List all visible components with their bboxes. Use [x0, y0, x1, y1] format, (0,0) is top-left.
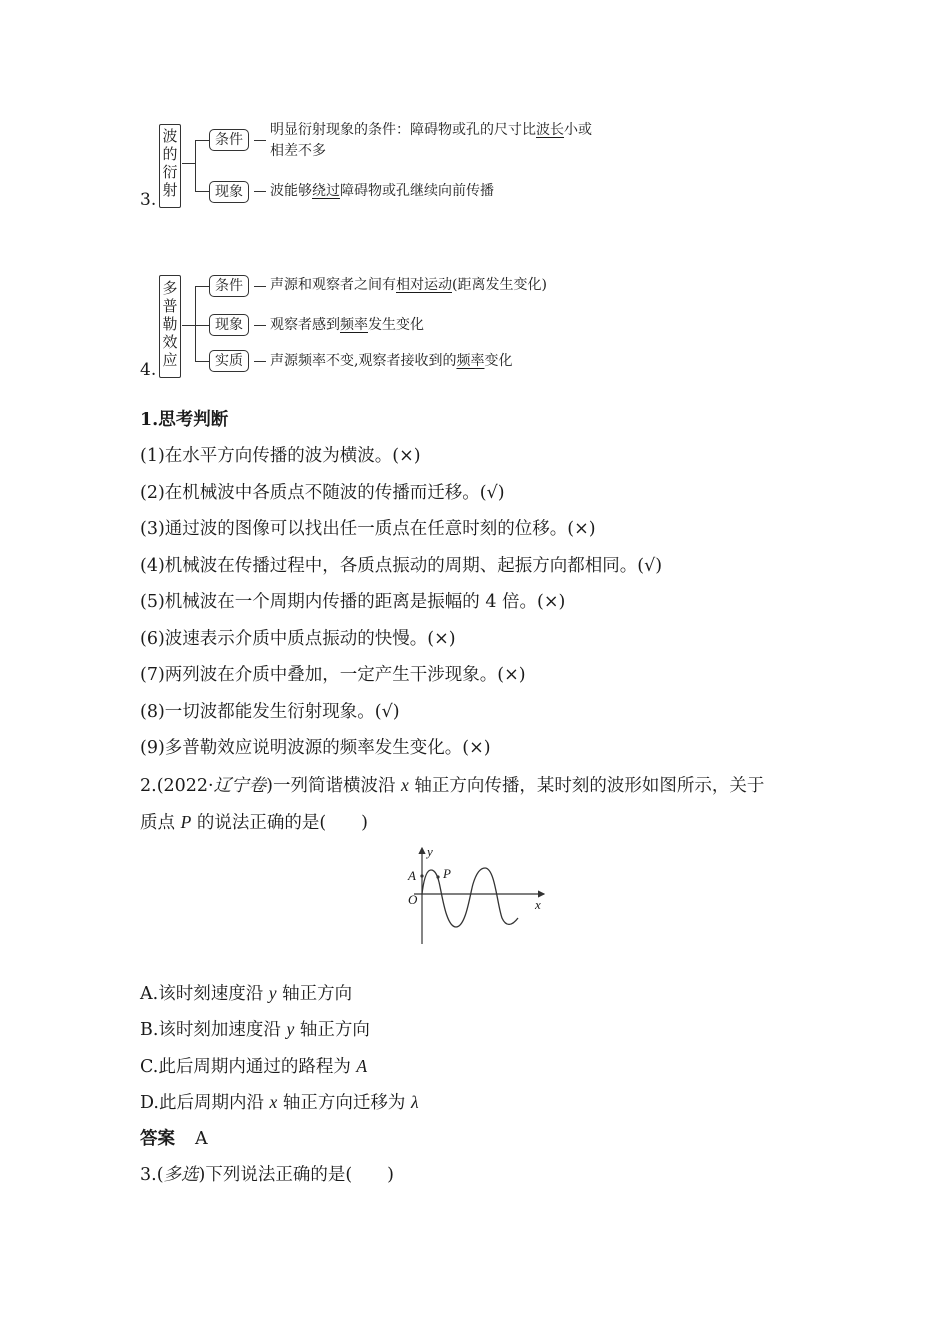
connector: [195, 361, 209, 362]
topic-char: 的: [162, 145, 178, 163]
branch-label: 条件: [209, 275, 249, 297]
topic-char: 普: [162, 297, 178, 315]
option-a: A.该时刻速度沿 y 轴正方向: [140, 983, 353, 1004]
connector: [182, 163, 195, 164]
x-axis-label: x: [535, 897, 541, 912]
topic-char: 多: [162, 279, 178, 297]
branch-desc: 声源和观察者之间有相对运动(距离发生变化): [270, 277, 547, 293]
wave-graph: [400, 844, 550, 946]
judgement-item: (2)在机械波中各质点不随波的传播而迁移。(√): [140, 483, 505, 503]
answer-line: [140, 1127, 208, 1151]
answer-value: A: [195, 1129, 208, 1149]
connector: [182, 325, 195, 326]
branch-label: 实质: [209, 350, 249, 372]
branch-label: 现象: [209, 181, 249, 203]
judgement-item: (6)波速表示介质中质点振动的快慢。(×): [140, 629, 456, 649]
connector: [195, 286, 209, 287]
point-p-label: P: [443, 866, 451, 881]
point-a-label: A: [408, 868, 416, 883]
branch-label: 现象: [209, 314, 249, 336]
branch-desc: 声源频率不变,观察者接收到的频率变化: [270, 353, 513, 369]
connector: [254, 191, 266, 192]
judgement-item: (9)多普勒效应说明波源的频率发生变化。(×): [140, 738, 491, 758]
topic-box: [159, 275, 181, 378]
option-b: B.该时刻加速度沿 y 轴正方向: [140, 1019, 370, 1040]
topic-char: 勒: [162, 315, 178, 333]
judgement-item: (7)两列波在介质中叠加，一定产生干涉现象。(×): [140, 665, 526, 685]
connector: [195, 325, 209, 326]
topic-box: [159, 124, 181, 208]
connector: [195, 140, 196, 192]
branch-desc: 波能够绕过障碍物或孔继续向前传播: [270, 183, 494, 199]
connector: [195, 140, 209, 141]
judgement-item: (8)一切波都能发生衍射现象。(√): [140, 702, 400, 722]
origin-label: O: [408, 892, 418, 907]
option-d: D.此后周期内沿 x 轴正方向迁移为 λ: [140, 1092, 419, 1113]
judgement-item: (4)机械波在传播过程中，各质点振动的周期、起振方向都相同。(√): [140, 556, 663, 576]
wave-crest-1: [422, 870, 439, 894]
topic-char: 应: [162, 351, 178, 369]
topic-char: 射: [162, 181, 178, 199]
branch-desc: 观察者感到频率发生变化: [270, 317, 424, 333]
connector: [254, 140, 266, 141]
y-axis-label: y: [427, 844, 433, 859]
question-3: 3.(多选)下列说法正确的是( ): [140, 1165, 395, 1185]
branch-label: 条件: [209, 129, 249, 151]
question-2-line2: 质点 P 的说法正确的是( ): [140, 812, 368, 833]
judgement-item: (3)通过波的图像可以找出任一质点在任意时刻的位移。(×): [140, 519, 596, 539]
connector: [254, 286, 266, 287]
judgement-item: (1)在水平方向传播的波为横波。(×): [140, 446, 421, 466]
point-a-marker: [420, 874, 423, 877]
connector: [195, 286, 196, 362]
topic-char: 衍: [162, 163, 178, 181]
topic-char: 波: [162, 127, 178, 145]
wave-figure: [400, 844, 550, 946]
section-title: 1.思考判断: [140, 410, 229, 430]
question-2-line1: 2.(2022·辽宁卷)一列简谐横波沿 x 轴正方向传播，某时刻的波形如图所示，关于: [140, 775, 765, 796]
item-number: 3.: [140, 190, 157, 210]
connector: [254, 361, 266, 362]
answer-label: 答案: [140, 1129, 175, 1149]
item-number: 4.: [140, 360, 157, 380]
topic-char: 效: [162, 333, 178, 351]
branch-desc: 明显衍射现象的条件：障碍物或孔的尺寸比波长小或 相差不多: [270, 122, 592, 159]
point-p-marker: [436, 875, 439, 878]
connector: [254, 325, 266, 326]
option-c: C.此后周期内通过的路程为 A: [140, 1056, 368, 1077]
connector: [195, 191, 209, 192]
judgement-item: (5)机械波在一个周期内传播的距离是振幅的 4 倍。(×): [140, 592, 566, 612]
